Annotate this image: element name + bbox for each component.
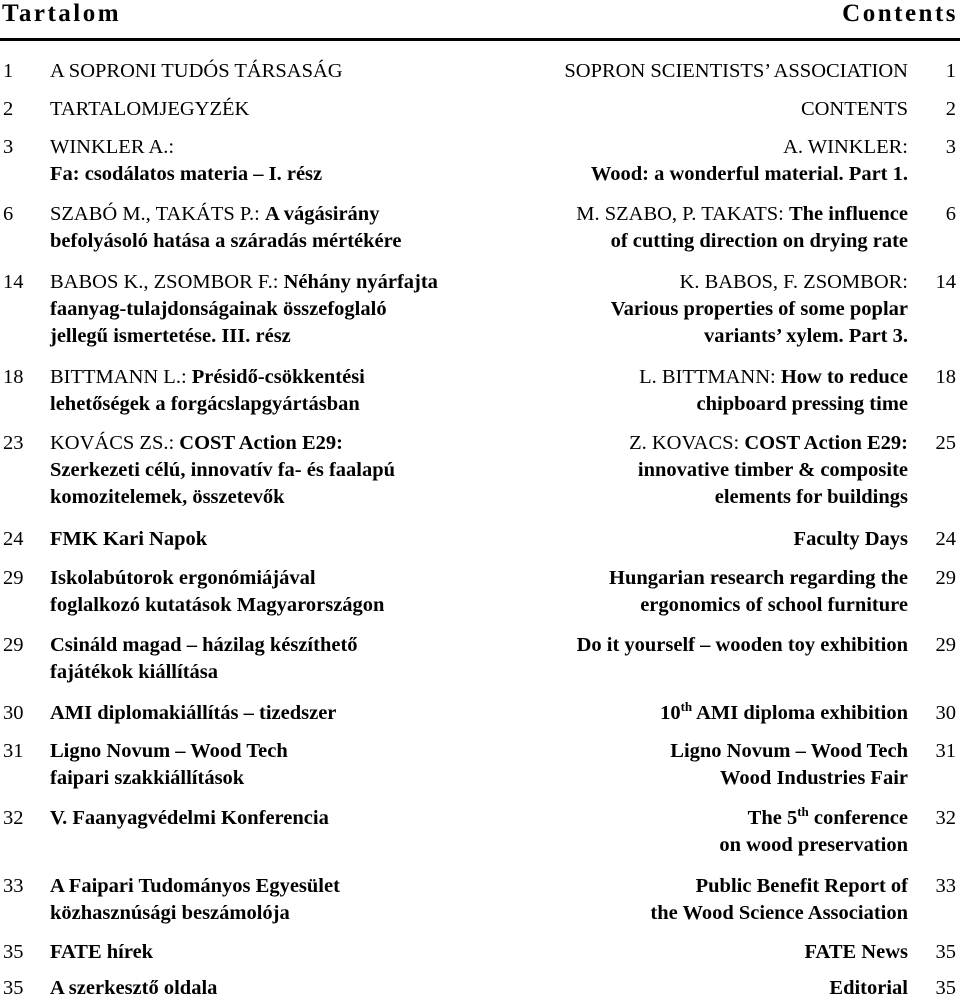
entry-title-hungarian: TARTALOMJEGYZÉK bbox=[50, 98, 250, 120]
entry-title-english: A. WINKLER: Wood: a wonderful material. Part 1. bbox=[478, 134, 908, 188]
page-number-right: 35 bbox=[935, 977, 956, 999]
entry-title-hungarian: BITTMANN L.: Présidő-csökkentési lehetőségek a forgácslapgyártásban bbox=[50, 366, 365, 415]
entry-title-hungarian: Ligno Novum – Wood Tech faipari szakkiállítások bbox=[50, 740, 288, 789]
entry-title-english: FATE News bbox=[804, 941, 908, 963]
entry-title-english: Ligno Novum – Wood Tech Wood Industries Fair bbox=[670, 740, 908, 789]
entry-title-hungarian: A SOPRONI TUDÓS TÁRSASÁG bbox=[50, 60, 343, 82]
page-number-left: 14 bbox=[3, 271, 24, 293]
page-number-right: 30 bbox=[935, 702, 956, 724]
entry-title-hungarian: AMI diplomakiállítás – tizedszer bbox=[50, 702, 337, 724]
page-number-left: 31 bbox=[3, 740, 24, 762]
entry-title-hungarian: A Faipari Tudományos Egyesület közhasznúsági beszámolója bbox=[50, 875, 340, 924]
entry-title-hungarian: Csináld magad – házilag készíthető fajátékok kiállítása bbox=[50, 634, 358, 683]
entry-title-hungarian: KOVÁCS ZS.: COST Action E29: Szerkezeti célú, innovatív fa- és faalapú komozitelemek, összetevők bbox=[50, 432, 396, 508]
page-number-left: 23 bbox=[3, 432, 24, 454]
page-number-right: 35 bbox=[935, 941, 956, 963]
page-number-left: 3 bbox=[3, 136, 14, 158]
entry-title-english: Do it yourself – wooden toy exhibition bbox=[576, 634, 908, 656]
entry-title-english: SOPRON SCIENTISTS’ ASSOCIATION bbox=[564, 60, 908, 82]
page-number-left: 6 bbox=[3, 203, 14, 225]
page-number-right: 32 bbox=[935, 807, 956, 829]
entry-title-english: Editorial bbox=[829, 977, 908, 999]
author: BITTMANN L.: bbox=[50, 366, 187, 388]
page-number-left: 33 bbox=[3, 875, 24, 897]
page-number-left: 35 bbox=[3, 977, 24, 999]
page-number-right: 6 bbox=[945, 203, 956, 225]
page-number-right: 2 bbox=[945, 98, 956, 120]
author: SZABÓ M., TAKÁTS P.: bbox=[50, 203, 260, 225]
entry-title-english: Faculty Days bbox=[793, 528, 908, 550]
entry-title-hungarian: Iskolabútorok ergonómiájával foglalkozó kutatások Magyarországon bbox=[50, 567, 385, 616]
header-rule bbox=[0, 38, 960, 41]
entry-title-hungarian: BABOS K., ZSOMBOR F.: Néhány nyárfajta faanyag-tulajdonságainak összefoglaló jellegű ismertetése. III. rész bbox=[50, 271, 438, 347]
page-number-left: 29 bbox=[3, 567, 24, 589]
page-number-left: 2 bbox=[3, 98, 14, 120]
page-number-right: 3 bbox=[945, 136, 956, 158]
entry-title-english: 10th AMI diploma exhibition bbox=[660, 699, 908, 724]
entry-title-hungarian: V. Faanyagvédelmi Konferencia bbox=[50, 807, 329, 829]
page-number-right: 14 bbox=[935, 271, 956, 293]
page-number-left: 29 bbox=[3, 634, 24, 656]
page-number-right: 24 bbox=[935, 528, 956, 550]
page-number-right: 29 bbox=[935, 567, 956, 589]
entry-title-hungarian: SZABÓ M., TAKÁTS P.: A vágásirány befolyásoló hatása a száradás mértékére bbox=[50, 203, 402, 252]
entry-title-hungarian: FATE hírek bbox=[50, 941, 154, 963]
author: KOVÁCS ZS.: bbox=[50, 432, 175, 454]
page-number-left: 1 bbox=[3, 60, 14, 82]
entry-title-english: L. BITTMANN: How to reduce chipboard pressing time bbox=[639, 366, 908, 415]
entry-title-english: CONTENTS bbox=[800, 98, 908, 120]
author: WINKLER A.: bbox=[50, 136, 175, 158]
title-english: Contents bbox=[842, 0, 958, 27]
entry-title-english: K. BABOS, F. ZSOMBOR: Various properties of some poplar variants’ xylem. Part 3. bbox=[478, 269, 908, 350]
entry-title-english: Public Benefit Report of the Wood Science Association bbox=[650, 875, 908, 924]
entry-title-english: The 5th conference on wood preservation bbox=[719, 804, 908, 856]
author: K. BABOS, F. ZSOMBOR: bbox=[679, 271, 908, 293]
author: L. BITTMANN: bbox=[639, 366, 776, 388]
entry-title-hungarian: A szerkesztő oldala bbox=[50, 977, 218, 999]
author: M. SZABO, P. TAKATS: bbox=[576, 203, 784, 225]
author: A. WINKLER: bbox=[783, 136, 908, 158]
entry-title-english: Z. KOVACS: COST Action E29: innovative timber & composite elements for buildings bbox=[629, 432, 908, 508]
entry-title-hungarian: FMK Kari Napok bbox=[50, 528, 208, 550]
page-header bbox=[0, 0, 960, 30]
page-number-right: 31 bbox=[935, 740, 956, 762]
entry-title-english: M. SZABO, P. TAKATS: The influence of cutting direction on drying rate bbox=[576, 203, 908, 252]
author: BABOS K., ZSOMBOR F.: bbox=[50, 271, 279, 293]
page-number-right: 25 bbox=[935, 432, 956, 454]
entry-title-hungarian: WINKLER A.: Fa: csodálatos materia – I. rész bbox=[50, 134, 510, 188]
page-number-right: 29 bbox=[935, 634, 956, 656]
page-number-left: 35 bbox=[3, 941, 24, 963]
page-number-left: 32 bbox=[3, 807, 24, 829]
entry-title-english: Hungarian research regarding the ergonomics of school furniture bbox=[609, 567, 908, 616]
page-number-left: 30 bbox=[3, 702, 24, 724]
page-number-right: 18 bbox=[935, 366, 956, 388]
title-hungarian: Tartalom bbox=[2, 0, 122, 27]
page-number-right: 1 bbox=[945, 60, 956, 82]
author: Z. KOVACS: bbox=[629, 432, 740, 454]
page-number-right: 33 bbox=[935, 875, 956, 897]
page-number-left: 24 bbox=[3, 528, 24, 550]
page-number-left: 18 bbox=[3, 366, 24, 388]
